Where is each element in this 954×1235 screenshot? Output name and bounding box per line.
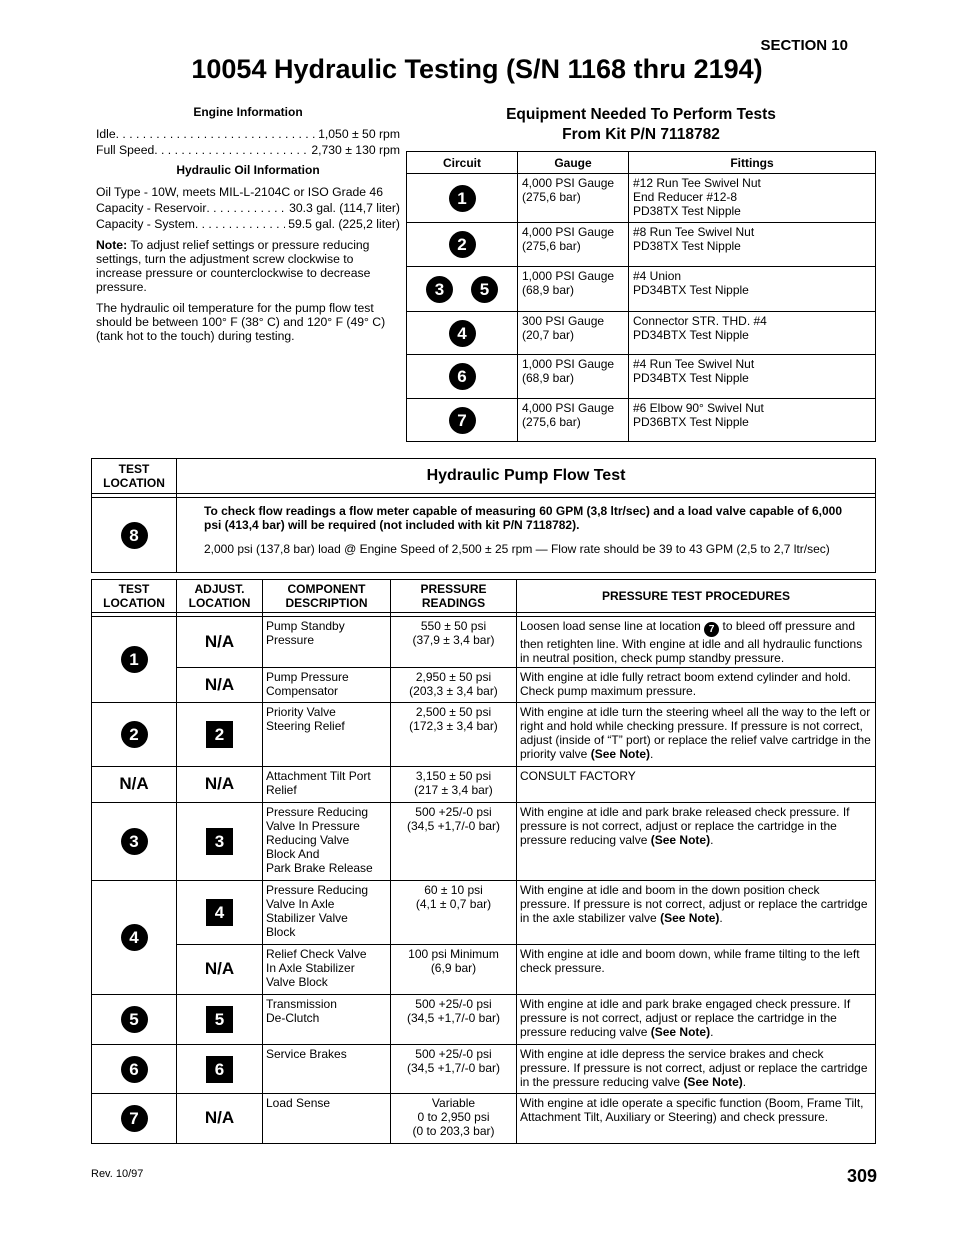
system-value: 59.5 gal. (225,2 liter) xyxy=(288,217,400,231)
pressure-header-row xyxy=(92,580,876,613)
circuit-badge: 1 xyxy=(449,185,476,212)
procedure-cell: With engine at idle turn the steering wheel all the way to the left or right and hold while checking pressure. If pressure is not correct, adjust (inside of “T” port) or replace the relief valve cartridge in the priority valve (See Note). xyxy=(517,703,876,767)
procedure-cell: CONSULT FACTORY xyxy=(517,767,876,803)
equipment-row xyxy=(407,223,876,267)
procedures-header: PRESSURE TEST PROCEDURES xyxy=(517,580,876,613)
adjust-location-badge: 6 xyxy=(206,1056,233,1083)
procedure-cell: Loosen load sense line at location 7 to bleed off pressure and then retighten line. With engine at idle and all hydraulic functions in neutral position, check pump standby pressure. xyxy=(517,617,876,668)
temperature-note: The hydraulic oil temperature for the pump flow test should be between 100° F (38° C) and 120° F (49° C) (tank hot to the touch) during testing. xyxy=(96,301,386,343)
circuit-badge: 2 xyxy=(449,231,476,258)
na-label: N/A xyxy=(204,631,235,651)
pressure-test-table xyxy=(91,579,876,1144)
gauge-cell: 300 PSI Gauge (20,7 bar) xyxy=(518,312,629,355)
gauge-header: Gauge xyxy=(518,152,629,174)
na-label: N/A xyxy=(204,1108,235,1127)
pressure-cell: 500 +25/-0 psi (34,5 +1,7/-0 bar) xyxy=(391,803,517,881)
component-cell: Priority Valve Steering Relief xyxy=(263,703,391,767)
gauge-cell: 4,000 PSI Gauge (275,6 bar) xyxy=(518,223,629,267)
flow-rate-text: 2,000 psi (137,8 bar) load @ Engine Speed of 2,500 ± 25 rpm — Flow rate should be 39 to 43 GPM (2,5 to 2,7 ltr/sec) xyxy=(204,542,830,556)
pressure-cell: 60 ± 10 psi (4,1 ± 0,7 bar) xyxy=(391,881,517,945)
pressure-cell: 3,150 ± 50 psi (217 ± 3,4 bar) xyxy=(391,767,517,803)
page-title: 10054 Hydraulic Testing (S/N 1168 thru 2194) xyxy=(191,54,763,84)
table-row xyxy=(92,703,876,767)
table-row xyxy=(92,1045,876,1094)
procedure-cell: With engine at idle operate a specific function (Boom, Frame Tilt, Attachment Tilt, Auxiliary or Steering) and check pressure. xyxy=(517,1094,876,1144)
full-speed-spec xyxy=(96,142,400,158)
gauge-cell: 4,000 PSI Gauge (275,6 bar) xyxy=(518,174,629,223)
flow-header-row xyxy=(92,459,876,494)
equipment-row xyxy=(407,174,876,223)
pressure-cell: Variable 0 to 2,950 psi (0 to 203,3 bar) xyxy=(391,1094,517,1144)
gauge-cell: 1,000 PSI Gauge (68,9 bar) xyxy=(518,267,629,312)
equipment-row xyxy=(407,312,876,355)
procedure-cell: With engine at idle fully retract boom extend cylinder and hold. Check pump maximum pressure. xyxy=(517,668,876,703)
section-label: SECTION 10 xyxy=(760,37,848,54)
component-cell: Load Sense xyxy=(263,1094,391,1144)
procedure-cell: With engine at idle and boom down, while frame tilting to the left check pressure. xyxy=(517,945,876,995)
equipment-title-line1: Equipment Needed To Perform Tests xyxy=(506,106,776,123)
pressure-cell: 2,950 ± 50 psi (203,3 ± 3,4 bar) xyxy=(391,668,517,703)
info-block xyxy=(96,104,400,343)
full-speed-label: Full Speed xyxy=(96,143,155,157)
fittings-cell: #4 Union PD34BTX Test Nipple xyxy=(629,267,876,312)
revision-label: Rev. 10/97 xyxy=(91,1168,144,1180)
component-cell: Attachment Tilt Port Relief xyxy=(263,767,391,803)
equipment-row xyxy=(407,399,876,442)
note-text: To adjust relief settings or pressure reducing settings, turn the adjustment screw clockwise to increase pressure or counterclockwise to decrease pressure. xyxy=(96,238,371,294)
circuit-badge: 5 xyxy=(471,276,498,303)
page-number: 309 xyxy=(846,1166,877,1186)
pressure-cell: 2,500 ± 50 psi (172,3 ± 3,4 bar) xyxy=(391,703,517,767)
flow-location-header: TEST LOCATION xyxy=(92,459,177,494)
circuit-header: Circuit xyxy=(407,152,518,174)
equipment-table xyxy=(406,151,876,442)
fittings-cell: #4 Run Tee Swivel Nut PD34BTX Test Nipple xyxy=(629,355,876,399)
idle-label: Idle xyxy=(96,127,116,141)
na-label: N/A xyxy=(204,674,235,694)
fittings-cell: #12 Run Tee Swivel Nut End Reducer #12-8 PD38TX Test Nipple xyxy=(629,174,876,223)
component-cell: Transmission De-Clutch xyxy=(263,995,391,1045)
table-row xyxy=(92,668,876,703)
component-cell: Pressure Reducing Valve In Pressure Reducing Valve Block And Park Brake Release xyxy=(263,803,391,881)
fittings-cell: Connector STR. THD. #4 PD34BTX Test Nipple xyxy=(629,312,876,355)
table-row xyxy=(92,617,876,668)
test-location-badge: 4 xyxy=(121,924,148,951)
table-row xyxy=(92,803,876,881)
equipment-row xyxy=(407,267,876,312)
test-location-badge: 2 xyxy=(121,721,148,748)
table-row xyxy=(92,945,876,995)
pressure-cell: 100 psi Minimum (6,9 bar) xyxy=(391,945,517,995)
component-cell: Relief Check Valve In Axle Stabilizer Valve Block xyxy=(263,945,391,995)
flow-body-row xyxy=(92,498,876,573)
test-location-header: TEST LOCATION xyxy=(92,580,177,613)
adjust-location-badge: 3 xyxy=(206,828,233,855)
oil-type: Oil Type - 10W, meets MIL-L-2104C or ISO Grade 46 xyxy=(96,185,383,199)
flow-test-title: Hydraulic Pump Flow Test xyxy=(177,459,876,494)
location-ref-badge: 7 xyxy=(704,622,719,637)
test-location-badge: 8 xyxy=(121,522,148,549)
component-cell: Service Brakes xyxy=(263,1045,391,1094)
circuit-badge: 7 xyxy=(449,407,476,434)
idle-value: 1,050 ± 50 rpm xyxy=(318,127,400,141)
test-location-badge: 5 xyxy=(121,1006,148,1033)
procedure-cell: With engine at idle depress the service brakes and check pressure. If pressure is not correct, adjust or replace the cartridge in the pressure reducing valve (See Note). xyxy=(517,1045,876,1094)
procedure-cell: With engine at idle and park brake engaged check pressure. If pressure is not correct, adjust or replace the cartridge in the pressure reducing valve (See Note). xyxy=(517,995,876,1045)
gauge-cell: 4,000 PSI Gauge (275,6 bar) xyxy=(518,399,629,442)
oil-heading: Hydraulic Oil Information xyxy=(176,163,320,177)
component-header: COMPONENT DESCRIPTION xyxy=(263,580,391,613)
table-row xyxy=(92,1094,876,1144)
note-label: Note: xyxy=(96,238,128,252)
table-row xyxy=(92,995,876,1045)
pressure-cell: 500 +25/-0 psi (34,5 +1,7/-0 bar) xyxy=(391,995,517,1045)
engine-heading: Engine Information xyxy=(193,105,303,119)
adjust-location-header: ADJUST. LOCATION xyxy=(177,580,263,613)
pressure-cell: 550 ± 50 psi (37,9 ± 3,4 bar) xyxy=(391,617,517,668)
na-label: N/A xyxy=(204,774,235,793)
system-spec xyxy=(96,216,400,232)
reservoir-label: Capacity - Reservoir xyxy=(96,201,207,215)
circuit-badge: 4 xyxy=(449,320,476,347)
test-location-badge: 1 xyxy=(121,646,148,673)
fittings-cell: #6 Elbow 90° Swivel Nut PD36BTX Test Nipple xyxy=(629,399,876,442)
fittings-cell: #8 Run Tee Swivel Nut PD38TX Test Nipple xyxy=(629,223,876,267)
table-row xyxy=(92,767,876,803)
equipment-title xyxy=(406,105,876,145)
test-location-badge: 7 xyxy=(121,1105,148,1132)
na-label: N/A xyxy=(204,959,235,978)
test-location-badge: 6 xyxy=(121,1056,148,1083)
pressure-cell: 500 +25/-0 psi (34,5 +1,7/-0 bar) xyxy=(391,1045,517,1094)
component-cell: Pressure Reducing Valve In Axle Stabilizer Valve Block xyxy=(263,881,391,945)
circuit-badge: 6 xyxy=(449,363,476,390)
equipment-row xyxy=(407,355,876,399)
idle-spec xyxy=(96,126,400,142)
gauge-cell: 1,000 PSI Gauge (68,9 bar) xyxy=(518,355,629,399)
pressure-header: PRESSURE READINGS xyxy=(391,580,517,613)
system-label: Capacity - System xyxy=(96,217,195,231)
equipment-header-row xyxy=(407,152,876,174)
fittings-header: Fittings xyxy=(629,152,876,174)
reservoir-spec xyxy=(96,200,400,216)
flow-requirement-text: To check flow readings a flow meter capable of measuring 60 GPM (3,8 ltr/sec) and a load valve capable of 6,000 psi (413,4 bar) will be required (not included with kit P/N 7118782). xyxy=(204,504,842,532)
circuit-badge: 3 xyxy=(426,276,453,303)
component-cell: Pump Pressure Compensator xyxy=(263,668,391,703)
adjust-note xyxy=(96,238,400,294)
full-speed-value: 2,730 ± 130 rpm xyxy=(311,143,400,157)
adjust-location-badge: 2 xyxy=(206,721,233,748)
equipment-title-line2: From Kit P/N 7118782 xyxy=(562,126,720,143)
component-cell: Pump Standby Pressure xyxy=(263,617,391,668)
na-label: N/A xyxy=(119,774,149,793)
reservoir-value: 30.3 gal. (114,7 liter) xyxy=(289,201,400,215)
table-row xyxy=(92,881,876,945)
adjust-location-badge: 5 xyxy=(206,1006,233,1033)
adjust-location-badge: 4 xyxy=(206,899,233,926)
flow-test-table xyxy=(91,458,876,573)
test-location-badge: 3 xyxy=(121,828,148,855)
procedure-cell: With engine at idle and boom in the down position check pressure. If pressure is not correct, adjust or replace the cartridge in the axle stabilizer valve (See Note). xyxy=(517,881,876,945)
procedure-cell: With engine at idle and park brake released check pressure. If pressure is not correct, adjust or replace the cartridge in the pressure reducing valve (See Note). xyxy=(517,803,876,881)
